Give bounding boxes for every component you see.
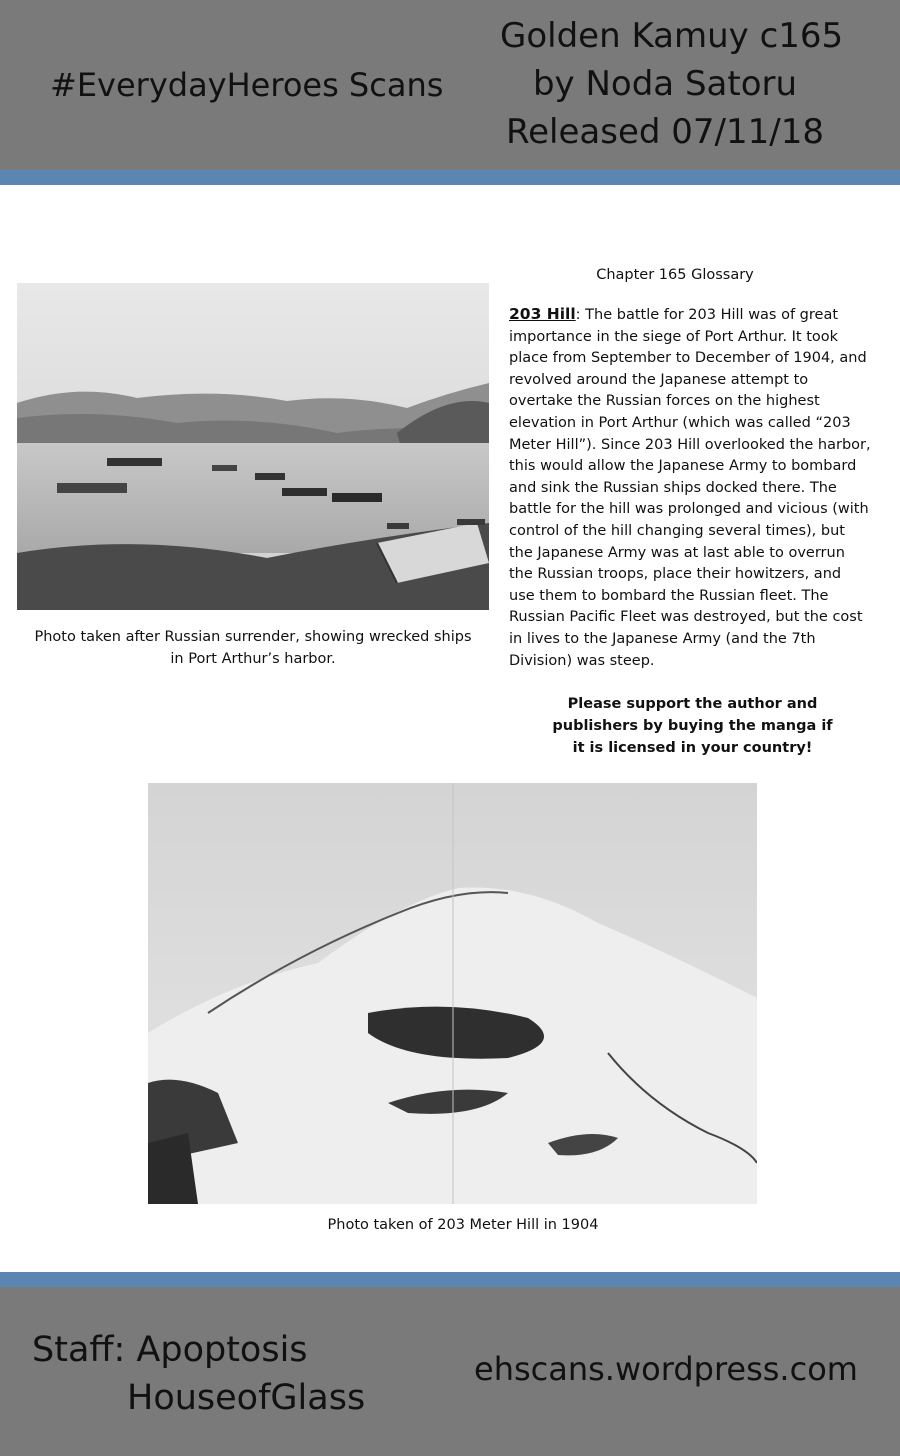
glossary-title: Chapter 165 Glossary <box>596 267 754 283</box>
release-author: by Noda Satoru <box>532 64 798 104</box>
glossary-definition: : The battle for 203 Hill was of great importance in the siege of Port Arthur. It took place from September to December of 1904, and revolved around the Japanese attempt to overtake the Russian forces on the highest elevation in Port Arthur (which was called “203 Meter Hill”). Since 203 Hill overlooked the harbor, this would allow the Japanese Army to bombard and sink the Russian ships docked there. The battle for the hill was prolonged and vicious (with control of the hill changing several times), but the Japanese Army was at last able to overrun the Russian troops, place their howitzers, and use them to bombard the Russian fleet. The Russian Pacific Fleet was destroyed, but the cost in lives to the Japanese Army (and the 7th Division) was steep. <box>509 307 871 669</box>
release-info <box>500 12 844 156</box>
site-url: ehscans.wordpress.com <box>474 1350 858 1388</box>
support-line-2: publishers by buying the manga if <box>552 718 833 734</box>
support-line-3: it is licensed in your country! <box>572 740 813 756</box>
group-name: #EverydayHeroes Scans <box>50 66 444 104</box>
footer-stripe <box>0 1272 900 1287</box>
harbor-photo <box>17 283 489 610</box>
release-title: Golden Kamuy c165 <box>500 16 844 56</box>
release-date: Released 07/11/18 <box>506 112 824 152</box>
glossary-term: 203 Hill <box>509 305 576 323</box>
harbor-caption-line-2: in Port Arthur’s harbor. <box>170 651 336 667</box>
header-stripe <box>0 170 900 185</box>
harbor-caption-line-1: Photo taken after Russian surrender, showing wrecked ships <box>34 629 472 645</box>
staff-credits <box>32 1326 365 1422</box>
support-line-1: Please support the author and <box>567 696 818 712</box>
staff-line-2: HouseofGlass <box>127 1378 366 1418</box>
hill-photo-caption: Photo taken of 203 Meter Hill in 1904 <box>327 1217 599 1233</box>
support-notice <box>540 693 845 759</box>
harbor-photo-caption <box>17 626 489 670</box>
glossary-entry <box>509 304 871 672</box>
hill-photo <box>148 783 757 1204</box>
staff-line-1: Staff: Apoptosis <box>32 1330 308 1370</box>
